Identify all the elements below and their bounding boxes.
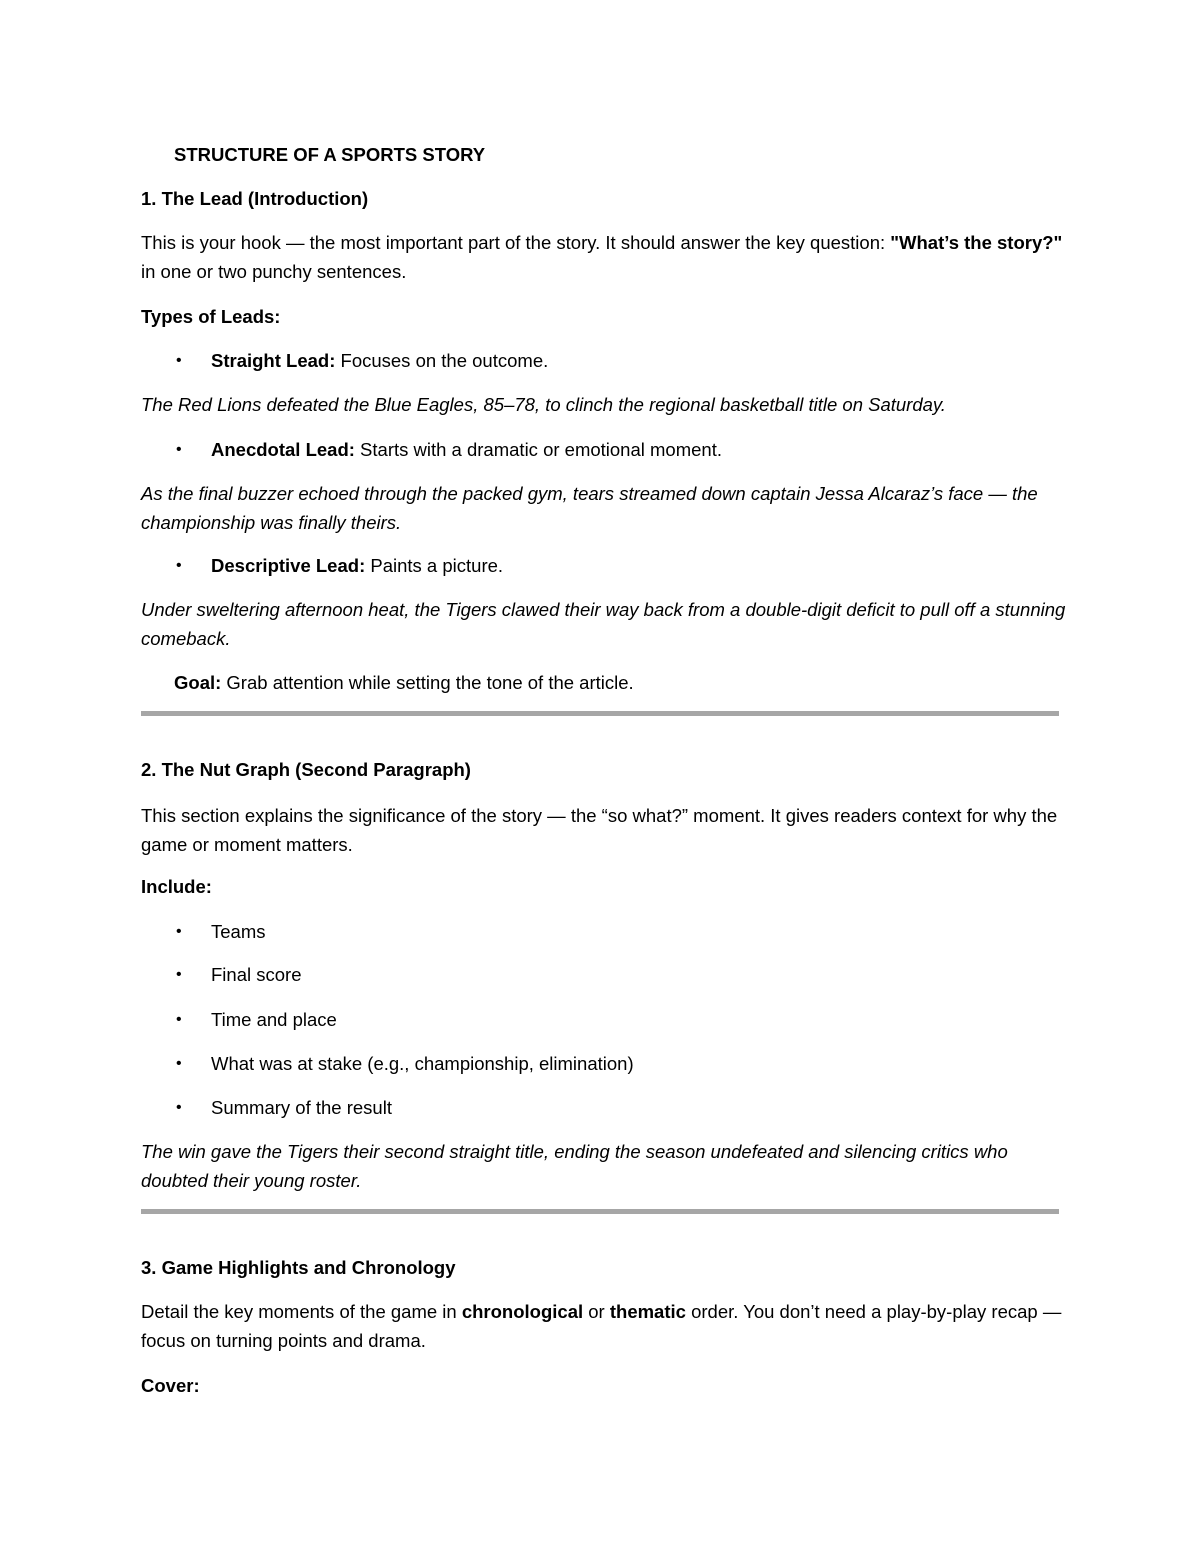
horizontal-divider bbox=[141, 711, 1059, 716]
list-item: Final score bbox=[211, 964, 302, 985]
straight-lead-label: Straight Lead: bbox=[211, 350, 336, 371]
bullet-icon: • bbox=[176, 557, 182, 574]
section-2-intro: This section explains the significance of the story — the “so what?” moment. It gives readers context for why the game or moment matters. bbox=[141, 805, 1058, 855]
bullet-icon: • bbox=[176, 966, 182, 983]
section-3-heading: 3. Game Highlights and Chronology bbox=[141, 1257, 456, 1278]
s3-text-a: Detail the key moments of the game in bbox=[141, 1301, 462, 1322]
straight-lead-text: Focuses on the outcome. bbox=[335, 350, 549, 371]
bullet-icon: • bbox=[176, 352, 182, 369]
document-title: STRUCTURE OF A SPORTS STORY bbox=[174, 144, 486, 165]
list-item: Summary of the result bbox=[211, 1097, 392, 1118]
descriptive-lead-label: Descriptive Lead: bbox=[211, 555, 366, 576]
list-item: Time and place bbox=[211, 1009, 337, 1030]
list-item: What was at stake (e.g., championship, elimination) bbox=[211, 1053, 634, 1074]
descriptive-lead-text: Paints a picture. bbox=[365, 555, 504, 576]
goal-text: Grab attention while setting the tone of the article. bbox=[221, 672, 634, 693]
section-2-example: The win gave the Tigers their second straight title, ending the season undefeated and silencing critics who doubted their young roster. bbox=[141, 1141, 1008, 1191]
section-2-heading: 2. The Nut Graph (Second Paragraph) bbox=[141, 759, 471, 780]
s3-thematic: thematic bbox=[609, 1301, 686, 1322]
list-item: Teams bbox=[211, 921, 266, 942]
horizontal-divider bbox=[141, 1209, 1059, 1214]
include-heading: Include: bbox=[141, 876, 212, 897]
bullet-icon: • bbox=[176, 1055, 182, 1072]
section-1-intro bbox=[141, 228, 1071, 286]
intro-text-a: This is your hook — the most important part of the story. It should answer the key question: bbox=[141, 232, 891, 253]
s3-text-e: order. You don’t need a play-by-play recap — focus on turning points and drama. bbox=[141, 1301, 1062, 1351]
goal-line bbox=[174, 668, 1104, 697]
anecdotal-lead-example: As the final buzzer echoed through the packed gym, tears streamed down captain Jessa Alcaraz’s face — the championship was finally theirs. bbox=[141, 483, 1038, 533]
goal-label: Goal: bbox=[174, 672, 222, 693]
descriptive-lead-example: Under sweltering afternoon heat, the Tigers clawed their way back from a double-digit deficit to pull off a stunning comeback. bbox=[141, 599, 1066, 649]
descriptive-lead-item bbox=[211, 551, 1061, 580]
section-3-intro bbox=[141, 1297, 1071, 1355]
bullet-icon: • bbox=[176, 1099, 182, 1116]
s3-text-c: or bbox=[583, 1301, 610, 1322]
anecdotal-lead-label: Anecdotal Lead: bbox=[211, 439, 355, 460]
bullet-icon: • bbox=[176, 1011, 182, 1028]
straight-lead-example: The Red Lions defeated the Blue Eagles, 85–78, to clinch the regional basketball title on Saturday. bbox=[141, 394, 946, 415]
intro-key-question: "What’s the story?" bbox=[890, 232, 1063, 253]
straight-lead-item bbox=[211, 346, 1061, 375]
bullet-icon: • bbox=[176, 441, 182, 458]
intro-text-c: in one or two punchy sentences. bbox=[141, 261, 407, 282]
s3-chronological: chronological bbox=[461, 1301, 584, 1322]
section-1-heading: 1. The Lead (Introduction) bbox=[141, 188, 369, 209]
anecdotal-lead-text: Starts with a dramatic or emotional moment. bbox=[354, 439, 722, 460]
cover-heading: Cover: bbox=[141, 1375, 200, 1396]
anecdotal-lead-item bbox=[211, 435, 1061, 464]
bullet-icon: • bbox=[176, 923, 182, 940]
types-of-leads-heading: Types of Leads: bbox=[141, 306, 281, 327]
